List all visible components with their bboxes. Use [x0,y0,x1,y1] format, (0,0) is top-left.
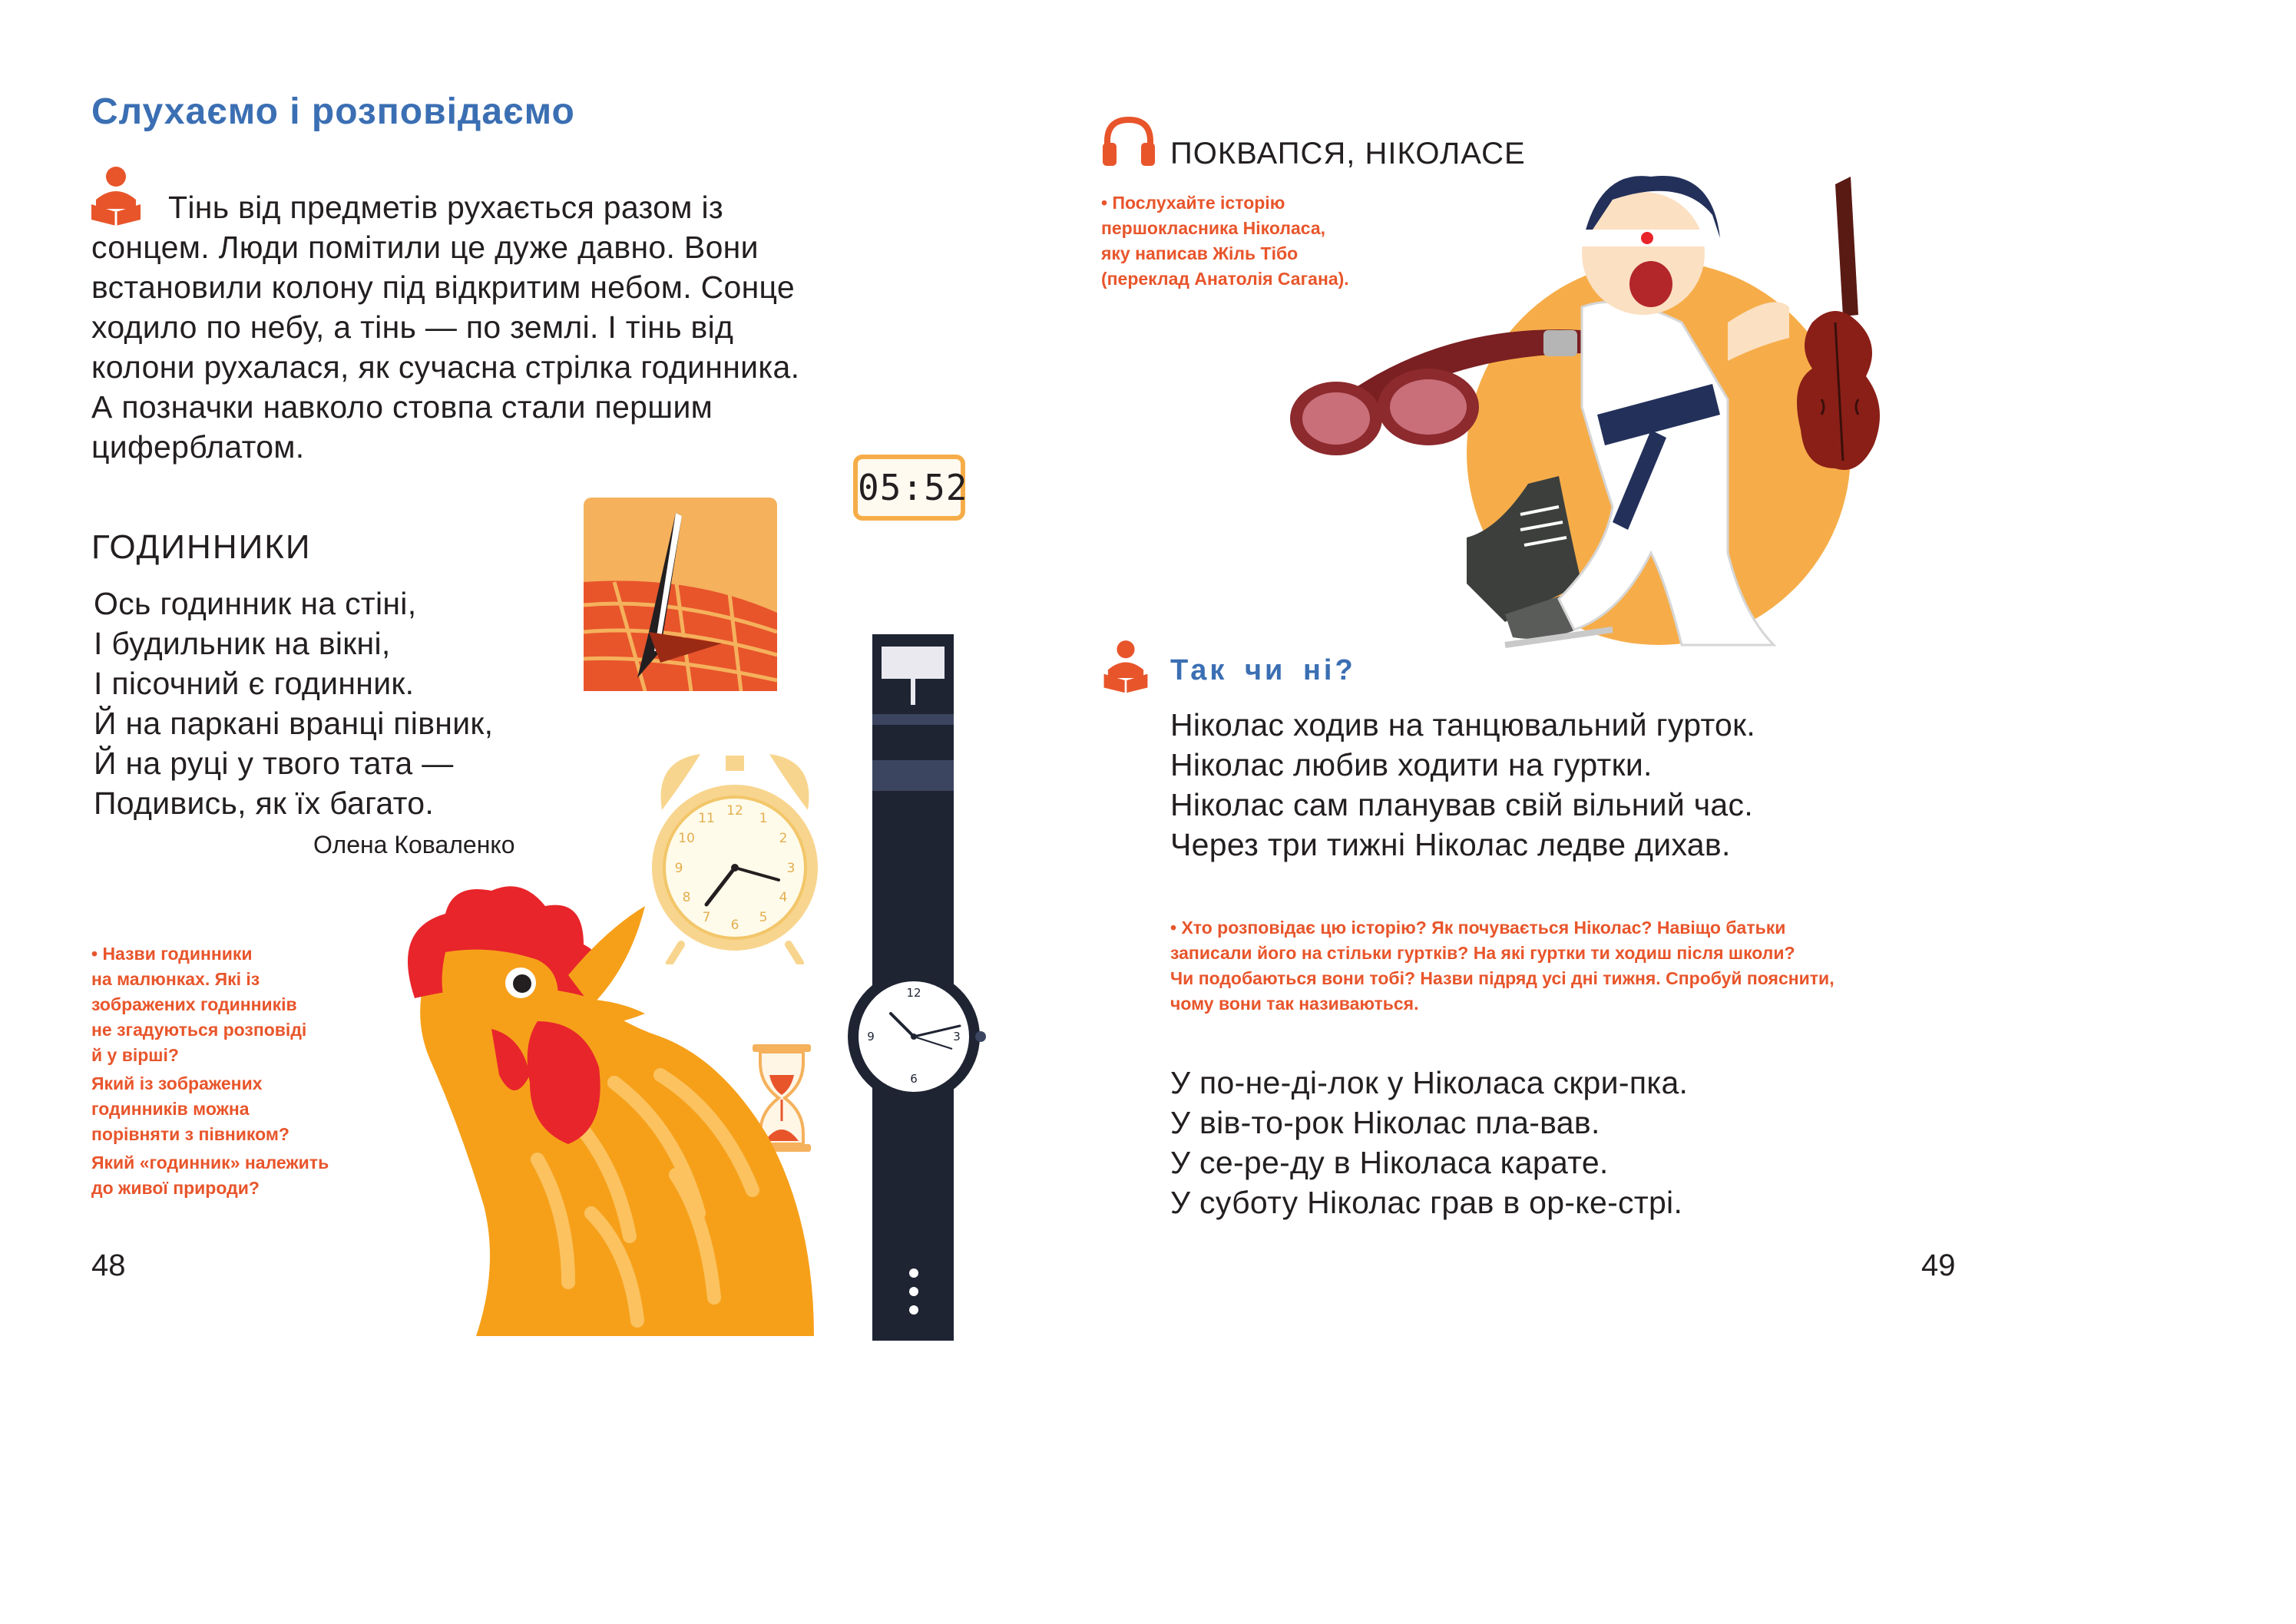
poem-line: І пісочний є годинник. [94,666,415,701]
question-line: зображених годинників [91,994,297,1014]
story-title: ПОКВАПСЯ, НІКОЛАСЕ [1170,137,1526,170]
intro-line: А позначки навколо стовпа стали першим [91,389,713,425]
listen-line: першокласника Ніколаса, [1101,218,1326,238]
questions-right [1170,915,1834,1017]
watch-number: 3 [953,1030,961,1044]
page-number-left: 48 [91,1249,126,1282]
question-line: й у вірші? [91,1045,179,1065]
poem-line: Ось годинник на стіні, [94,586,417,621]
headphones-icon [1101,115,1156,166]
poem-author: Олена Коваленко [313,831,515,858]
clock-number: 11 [698,811,715,826]
intro-line: ходило по небу, а тінь — по землі. І тінь від [91,309,734,345]
question-line: записали його на стільки гуртків? На які гуртки ти ходиш після школи? [1170,943,1795,963]
question-line: годинників можна [91,1099,250,1119]
intro-line: Тінь від предметів рухається разом із [168,190,723,225]
intro-line: сонцем. Люди помітили це дуже давно. Вони [91,230,759,265]
poem-line: Подивись, як їх багато. [94,786,435,821]
clock-number: 4 [779,890,788,905]
question-line: • Назви годинники [91,944,253,964]
quiz-title: Так чи ні? [1170,654,1356,686]
question-line: до живої природи? [91,1178,260,1198]
syllable-line: У се-ре-ду в Ніколаса карате. [1170,1145,1609,1180]
intro-line: циферблатом. [91,429,305,465]
watch-number: 12 [906,986,921,1000]
poem-line: І будильник на вікні, [94,626,391,661]
question-line: Який «годинник» належить [91,1153,329,1173]
quiz-line: Ніколас ходив на танцювальний гурток. [1170,707,1756,743]
question-line: Який із зображених [91,1073,263,1093]
sundial-illustration [584,498,777,691]
digital-clock-time: 05:52 [858,467,968,508]
question-line: • Хто розповідає цю історію? Як почувається Ніколас? Навіщо батьки [1170,918,1786,938]
listen-line: яку написав Жіль Тібо [1101,243,1299,263]
questions-left [91,941,329,1201]
poem-title: ГОДИННИКИ [91,528,312,566]
syllable-line: У суботу Ніколас грав в ор-ке-стрі. [1170,1185,1683,1220]
question-line: Чи подобаються вони тобі? Назви підряд усі дні тижня. Спробуй пояснити, [1170,968,1834,988]
syllable-line: У по-не-ді-лок у Ніколаса скри-пка. [1170,1065,1689,1100]
question-line: чому вони так називаються. [1170,994,1419,1014]
intro-line: колони рухалася, як сучасна стрілка годинника. [91,349,800,385]
quiz-line: Ніколас любив ходити на гуртки. [1170,747,1653,782]
poem-line: Й на паркані вранці півник, [94,706,494,741]
rooster-illustration [338,883,822,1336]
section-title: Слухаємо і розповідаємо [91,91,575,132]
clock-number: 9 [674,861,683,876]
page-number-right: 49 [1921,1249,1956,1282]
poem [94,584,493,823]
wrist-watch-illustration [845,634,991,1341]
question-line: на малюнках. Які із [91,969,260,989]
listen-line: (переклад Анатолія Сагана). [1101,269,1349,289]
clock-number: 10 [678,831,695,846]
digital-clock [853,455,968,521]
left-page [0,0,1121,1351]
watch-number: 6 [910,1072,918,1086]
syllable-line: У вів-то-рок Ніколас пла-вав. [1170,1105,1600,1140]
intro-text [91,187,951,467]
question-line: не згадуються розповіді [91,1020,307,1040]
clock-number: 6 [730,918,739,933]
watch-number: 9 [867,1030,875,1044]
clock-number: 8 [682,890,691,905]
quiz-reader-icon [1101,637,1150,694]
clock-number: 1 [759,811,768,826]
intro-line: встановили колону під відкритим небом. Сонце [91,270,795,305]
clock-number: 3 [786,861,796,876]
listen-line: • Послухайте історію [1101,193,1285,213]
quiz-statements [1170,705,1755,865]
poem-line: Й на руці у твого тата — [94,746,454,781]
quiz-line: Ніколас сам планував свій вільний час. [1170,787,1754,822]
question-line: порівняти з півником? [91,1124,289,1144]
syllable-text [1170,1063,1688,1222]
clock-number: 7 [702,910,711,925]
clock-number: 12 [726,803,743,819]
right-page [1098,0,2296,1351]
violin [1797,177,1880,470]
quiz-line: Через три тижні Ніколас ледве дихав. [1170,827,1731,862]
clock-number: 5 [759,910,768,925]
clock-number: 2 [779,831,788,846]
nicolas-illustration [1252,154,1927,660]
